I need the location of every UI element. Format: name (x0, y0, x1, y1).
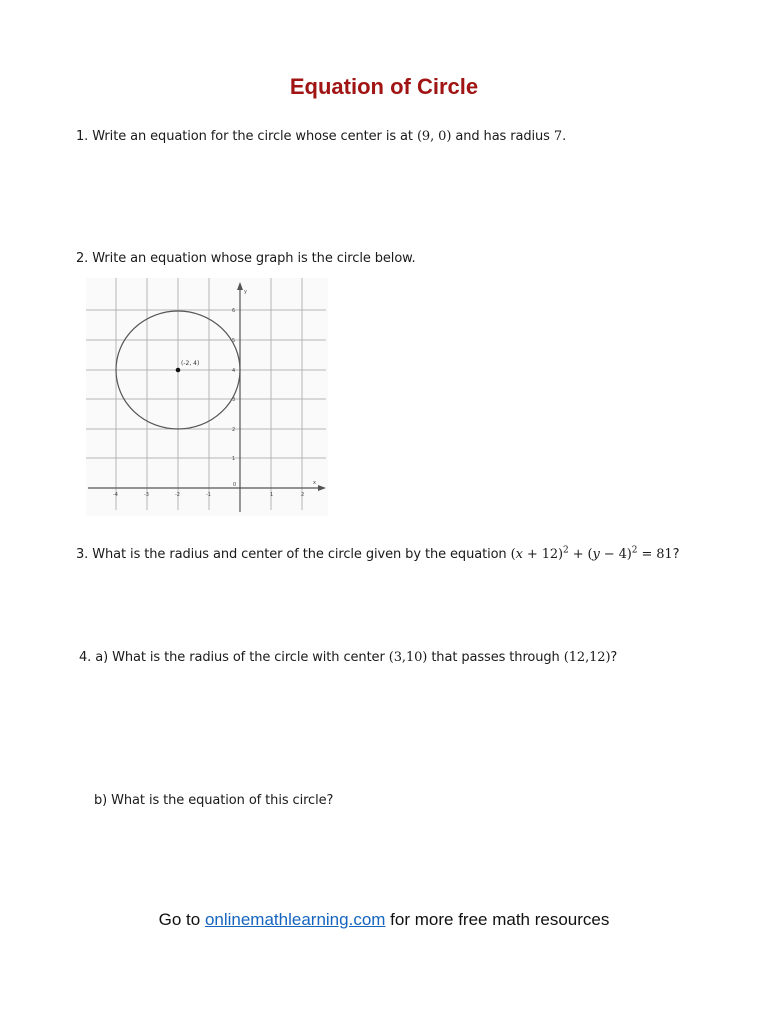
footer-prefix: Go to (158, 910, 201, 929)
question-3-equation: $(x + 12)^2 + (y - 4)^2 = 81$ (510, 545, 673, 562)
y-tick-label: 1 (232, 456, 236, 462)
question-2 (76, 251, 416, 266)
footer-link[interactable]: onlinemathlearning.com (204, 910, 386, 929)
center-point-label: (-2, 4) (181, 360, 200, 367)
y-tick-label: 3 (232, 397, 236, 403)
x-tick-label: -3 (144, 492, 149, 498)
question-1-text: Write an equation for the circle whose center is at (92, 129, 413, 144)
question-4a-text: a) What is the radius of the circle with center (95, 650, 385, 665)
question-4a-center: (3,10) (388, 650, 428, 665)
y-tick-label: 4 (232, 368, 236, 374)
circle-graph (86, 278, 328, 516)
question-2-text: Write an equation whose graph is the circle below. (92, 251, 416, 266)
question-4a-end: ? (610, 650, 618, 665)
x-tick-label: 2 (301, 492, 305, 498)
question-4a-mid: that passes through (431, 650, 560, 665)
x-axis-label: x (313, 480, 316, 486)
x-tick-label: -2 (175, 492, 180, 498)
question-3-text: What is the radius and center of the circle given by the equation (92, 547, 507, 562)
x-tick-label: -1 (206, 492, 211, 498)
question-4b (94, 793, 333, 808)
page-title: Equation of Circle (289, 74, 479, 99)
question-1-center: (9, 0) (416, 129, 452, 144)
y-axis-label: y (244, 289, 247, 295)
footer (0, 910, 768, 930)
question-3 (76, 547, 679, 562)
question-1-radius: 7 (553, 129, 563, 144)
x-tick-label: -4 (113, 492, 118, 498)
question-1-number: 1. (76, 129, 89, 144)
question-4-number: 4. (79, 650, 92, 665)
x-tick-label: 0 (233, 482, 237, 488)
footer-suffix: for more free math resources (390, 910, 610, 929)
question-3-end: ? (672, 547, 680, 562)
question-4a-point: (12,12) (563, 650, 611, 665)
question-1-mid: and has radius (455, 129, 550, 144)
x-tick-label: 1 (270, 492, 274, 498)
question-1 (76, 129, 566, 144)
question-3-number: 3. (76, 547, 89, 562)
y-tick-label: 6 (232, 308, 236, 314)
center-point (176, 368, 181, 373)
question-4b-text: b) What is the equation of this circle? (94, 793, 334, 808)
y-tick-label: 2 (232, 427, 236, 433)
question-4a (79, 650, 617, 665)
question-2-number: 2. (76, 251, 89, 266)
question-1-end: . (562, 129, 567, 144)
y-tick-label: 5 (232, 338, 236, 344)
